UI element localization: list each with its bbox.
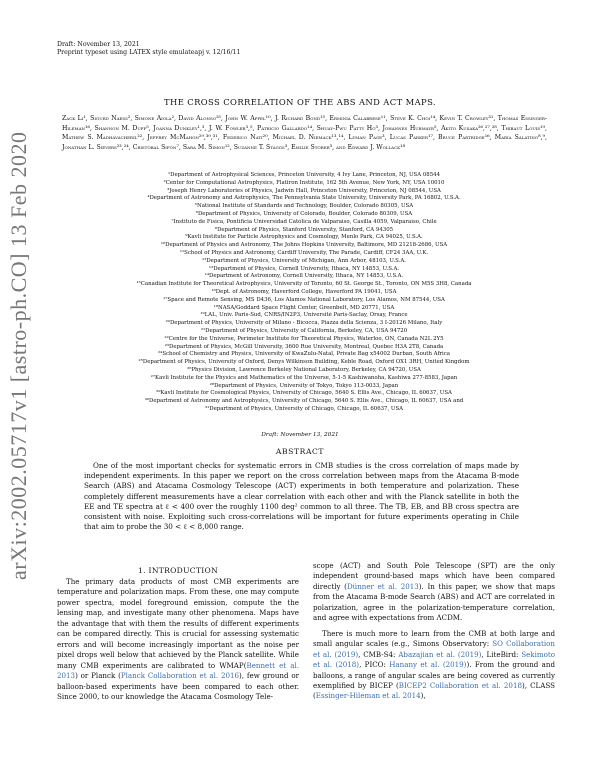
affiliation-line: ²⁹Kavli Institute for Cosmological Physics, University of Chicago, 5640 S. Ellis Ave., Chicago, IL 60637, USA — [156, 390, 452, 397]
text-run: ), — [420, 691, 426, 701]
affiliation-line: ¹¹School of Physics and Astronomy, Cardiff University, The Parade, Cardiff, CF24 3AA, U.K. — [179, 249, 429, 256]
affiliation-line: ²⁰Department of Physics, University of Milano - Bicocca, Piazza della Scienza, 3 I-20126 Milano, Italy — [165, 320, 443, 327]
affiliation-line: ¹⁶Dept. of Astronomy, Haverford College, Haverford PA 19041, USA — [211, 288, 397, 295]
affiliation-line: ²⁶Physics Division, Lawrence Berkeley National Laboratory, Berkeley, CA 94720, USA — [187, 366, 421, 373]
citation-link[interactable]: SO Collaboration et al. (2019) — [313, 639, 555, 659]
citation-link[interactable]: Sekimoto et al. (2018) — [313, 649, 555, 670]
text-run: , LiteBird: — [481, 649, 522, 659]
affiliation-line: ⁷Instituto de Física, Pontificia Universidad Católica de Valparaíso, Casilla 4059, Valparaíso, Chile — [171, 218, 437, 225]
abstract-heading: ABSTRACT — [275, 447, 325, 456]
affiliation-line: ³¹Department of Physics, University of Chicago, Chicago, IL 60637, USA — [204, 405, 404, 412]
intro-column-left — [57, 577, 299, 702]
affiliation-line: ²³Department of Physics, McGill University, 3600 Rue University, Montreal, Quebec H3A 2T8, Canada — [164, 343, 444, 350]
draft-header — [57, 41, 240, 58]
affiliation-line: ²⁸Department of Physics, University of Tokyo, Tokyo 113-0033, Japan — [209, 382, 399, 389]
affiliation-line: ⁹Kavli Institute for Particle Astrophysics and Cosmology, Menlo Park, CA 94025, U.S.A. — [185, 234, 423, 241]
affiliation-line: ¹⁰Department of Physics and Astronomy, The Johns Hopkins University, Baltimore, MD 21218-2686, USA — [160, 242, 448, 249]
intro-column-right — [313, 561, 555, 702]
affiliation-line: ¹⁸NASA/Goddard Space Flight Center, Greenbelt, MD 20771, USA — [213, 304, 395, 311]
affiliation-line: ⁸Department of Physics, Stanford University, Stanford, CA 94305 — [214, 226, 394, 233]
affiliation-line: ¹⁵Canadian Institute for Theoretical Astrophysics, University of Toronto, 60 St. George St., Toronto, ON M5S 3H8, Canada — [136, 281, 472, 288]
abstract-body: One of the most important checks for systematic errors in CMB studies is the cross correlation of maps made by independent experiments. In this paper we report on the cross correlation between maps from the Atacama B-mode Search (ABS) and Atacama Cosmology Telescope (ACT) experiments in both temperature and polarization. These completely different measurements have a clear correlation with each other and with the Planck satellite in both the EE and TE spectra at ℓ < 400 over the roughly 1100 deg² common to all three. The TB, EB, and BB cross spectra are consistent with noise. Exploiting such cross-correlations will be important for future experiments operating in Chile that aim to probe the 30 < ℓ < 8,000 range. — [84, 461, 519, 532]
paragraph — [313, 629, 555, 702]
affiliation-line: ²⁵Department of Physics, University of Oxford, Denys Wilkinson Building, Keble Road, Oxford OX1 3RH, United Kingdom — [138, 359, 470, 366]
arxiv-stamp: arXiv:2002.05717v1 [astro-ph.CO] 13 Feb 2020 — [6, 131, 31, 580]
affiliation-line: ⁶Department of Physics, University of Colorado, Boulder, Colorado 80309, USA — [195, 210, 413, 217]
text-run: , PICO: — [359, 660, 390, 670]
text-run: scope (ACT) and South Pole Telescope (SPT) are the only independent ground-based maps which have been compared directly ( — [313, 561, 555, 591]
affiliation-line: ⁵National Institute of Standards and Technology, Boulder, Colorado 80305, USA — [194, 203, 414, 210]
affiliation-line: ²¹Department of Physics, University of California, Berkeley, CA, USA 94720 — [200, 327, 408, 334]
affiliation-line: ¹³Department of Physics, Cornell University, Ithaca, NY 14853, U.S.A. — [208, 265, 400, 272]
text-run: ). In this paper, we show that maps from the Atacama B-mode Search (ABS) and ACT are correlated in polarization, agree in the polarization-temperature correlation, and agree with expectations from ΛCDM. — [313, 581, 555, 623]
citation-link[interactable]: Hanany et al. (2019) — [389, 660, 467, 670]
text-run: The primary data products of most CMB experiments are temperature and polarization maps. From these, one may compute power spectra, model foreground emission, compute the the lensing map, and investigate many other phenomena. Maps have the advantage that with them the results of different experiments can be compared directly. This is crucial for assessing systematic errors and will become increasingly important as the noise per pixel drops well below that achieved by the Planck satellite. While many CMB experiments are calibrated to WMAP( — [57, 577, 299, 670]
citation-link[interactable]: Abazajian et al. (2019) — [398, 649, 482, 659]
affiliation-line: ⁴Department of Astronomy and Astrophysics, The Pennsylvania State University, University Park, PA 16802, U.S.A. — [147, 195, 461, 202]
affiliation-line: ²Center for Computational Astrophysics, Flatiron Institute, 162 5th Avenue, New York, NY, USA 10010 — [163, 179, 445, 186]
text-run: ), CLASS ( — [313, 680, 555, 701]
preprint-note: Preprint typeset using LATEX style emulateapj v. 12/16/11 — [57, 49, 241, 57]
affiliation-line: ¹⁹LAL, Univ. Paris-Sud, CNRS/IN2P3, Université Paris-Saclay, Orsay, France — [200, 312, 408, 319]
text-run: ) or Planck ( — [75, 671, 121, 681]
citation-link[interactable]: Bennett et al. 2013 — [57, 660, 300, 681]
affiliation-line: ¹Department of Astrophysical Sciences, Princeton University, 4 Ivy Lane, Princeton, NJ, USA 08544 — [168, 172, 440, 178]
affiliation-line: ³Joseph Henry Laboratories of Physics, Jadwin Hall, Princeton University, Princeton, NJ 08544, USA — [167, 187, 441, 194]
draft-date: Draft: November 13, 2021 — [57, 41, 140, 48]
affiliation-line: ¹⁴Department of Astronomy, Cornell University, Ithaca, NY 14853, U.S.A. — [204, 273, 404, 280]
citation-link[interactable]: Planck Collaboration et al. 2016 — [120, 671, 240, 681]
section-heading-introduction: 1. INTRODUCTION — [137, 566, 219, 575]
affiliation-line: ¹⁷Space and Remote Sensing, MS D436, Los Alamos National Laboratory, Los Alamos, NM 87544, USA — [163, 296, 445, 303]
text-run: ). From the ground and balloons, a range of angular scales are being covered as currently exemplified by BICEP ( — [313, 660, 555, 690]
citation-link[interactable]: BICEP2 Collaboration et al. 2018 — [398, 680, 522, 690]
affiliation-line: ²⁷Kavli Institute for the Physics and Mathematics of the Universe, 5-1-5 Kashiwanoha, Kashiwa 277-8583, Japan — [150, 374, 458, 381]
paragraph — [313, 561, 555, 624]
text-run: ), few ground or balloon-based experiments have been compared to each other. Since 2000, to our knowledge the Atacama Cosmology Tele- — [57, 671, 299, 701]
draft-date-italic: Draft: November 13, 2021 — [261, 432, 339, 438]
affiliation-list — [58, 172, 550, 414]
affiliation-line: ²²Centre for the Universe, Perimeter Institute for Theoretical Physics, Waterloo, ON, Canada N2L 2Y5 — [164, 335, 444, 342]
text-run: , CMB-S4: — [358, 649, 399, 659]
citation-link[interactable]: Essinger-Hileman et al. 2014 — [315, 691, 421, 701]
affiliation-line: ¹²Department of Physics, University of Michigan, Ann Arbor, 48103, U.S.A. — [202, 257, 406, 264]
paper-title: THE CROSS CORRELATION OF THE ABS AND ACT MAPS. — [164, 97, 436, 107]
affiliation-line: ²⁴School of Chemistry and Physics, University of KwaZulu-Natal, Private Bag x54002 Durban, South Africa — [158, 351, 450, 358]
citation-link[interactable]: Dünner et al. 2013 — [346, 581, 419, 591]
affiliation-line: ³⁰Department of Astronomy and Astrophysics, University of Chicago, 5640 S. Ellis Ave., Chicago, IL 60637, USA and — [144, 398, 464, 405]
author-list: Zack Li¹, Sigurd Naess², Simone Aiola², David Alonso²⁵, John W. Appel¹⁰, J. Richard Bond¹⁵, Erminia Calabrese¹¹, Steve K. Choi¹⁴, Kevin T. Crowley³¹, Thomas Essinger-Hileman¹⁶, Shannon M. Duff⁵, Joanna Dunkley¹,³, J. W. Fowler³,⁵, Patricio Gallardo¹⁴, Shuay-Pwu Patty Ho³, Johannes Hubmayr⁵, Akito Kusaka²⁶,²⁷,²⁸, Thibaut Louis¹⁹, Mathew S. Madhavacheril²², Jeffrey McMahon²⁹,³⁰,³¹, Federico Nati²⁰, Michael D. Niemack¹³,¹⁴, Lyman Page³, Lucas Parker¹⁷, Bruce Partridge¹⁶, Maria Salatino⁸,⁹, Jonathan L. Sievers²³,²⁴, Cristóbal Sifón⁷, Sara M. Simon¹², Suzanne T. Staggs³, Emilie Storer³, and Edward J. Wollack¹⁸ — [62, 115, 547, 151]
text-run: There is much more to learn from the CMB at both large and small angular scales (e.g., Simons Observatory: — [313, 628, 555, 649]
